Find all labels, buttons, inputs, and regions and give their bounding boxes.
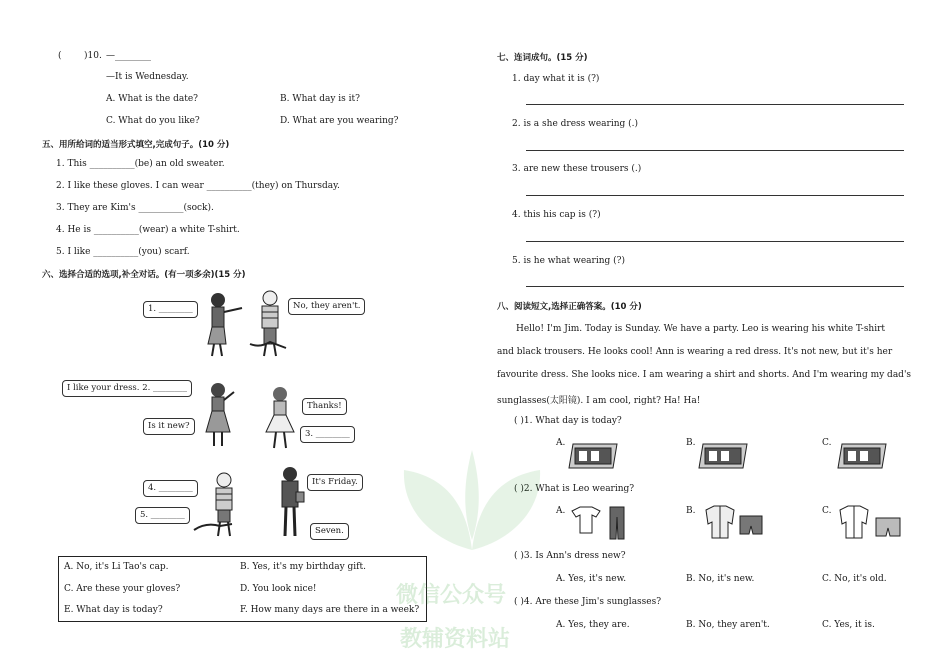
watermark-line-1: 微信公众号 (396, 583, 507, 608)
girl-in-skirt-illustration (262, 386, 298, 454)
q10-number: )10. (84, 51, 102, 61)
q10-option-d: D. What are you wearing? (280, 116, 399, 126)
leaf-logo-watermark (392, 440, 552, 560)
shirt-and-shorts-icon (700, 504, 764, 540)
section6-option-f: F. How many days are there in a week? (240, 605, 420, 615)
answer-line-3 (526, 195, 904, 196)
q10-option-b: B. What day is it? (280, 94, 360, 104)
boy-in-coat-illustration (272, 466, 308, 542)
reading-q2-option-b: B. (686, 506, 696, 516)
reading-q4: ( )4. Are these Jim's sunglasses? (514, 597, 662, 607)
q10-option-a: A. What is the date? (106, 94, 198, 104)
reading-q3-option-a: A. Yes, it's new. (556, 574, 627, 584)
section6-option-e: E. What day is today? (64, 605, 163, 615)
calendar-a-icon (567, 440, 619, 470)
dialog-bubble-5: 5. ________ (135, 507, 190, 524)
reading-q2-option-c: C. (822, 506, 832, 516)
section7-item-2: 2. is a she dress wearing (.) (512, 119, 638, 129)
dialog-bubble-3-left: Is it new? (143, 418, 195, 435)
dialog-bubble-1: 1. ________ (143, 301, 198, 318)
section6-option-a: A. No, it's Li Tao's cap. (64, 562, 169, 572)
section5-item-1: 1. This __________(be) an old sweater. (56, 159, 225, 169)
reading-q1-option-a: A. (556, 438, 566, 448)
calendar-c-icon (836, 440, 888, 470)
girl-in-dress-illustration (200, 382, 240, 452)
passage-line-4: sunglasses(太阳镜). I am cool, right? Ha! Ha! (497, 396, 701, 406)
section7-item-3: 3. are new these trousers (.) (512, 164, 642, 174)
girl-and-boy-illustration (200, 288, 290, 360)
section7-title: 七、连词成句。(15 分) (497, 53, 588, 63)
passage-line-2: and black trousers. He looks cool! Ann is wearing a red dress. It's not new, but it's her (497, 347, 893, 357)
tshirt-and-trousers-icon (566, 505, 628, 541)
reading-q3-option-b: B. No, it's new. (686, 574, 755, 584)
reading-q1: ( )1. What day is today? (514, 416, 622, 426)
dialog-bubble-2: I like your dress. 2. ________ (62, 380, 192, 397)
shirt-and-shorts-c-icon (834, 504, 904, 540)
boy-with-dinosaur-illustration (190, 470, 250, 542)
reading-q4-option-a: A. Yes, they are. (556, 620, 630, 630)
section7-item-5: 5. is he what wearing (?) (512, 256, 625, 266)
q10-answer: —It is Wednesday. (106, 72, 189, 82)
reading-q1-option-c: C. (822, 438, 832, 448)
section6-option-c: C. Are these your gloves? (64, 584, 181, 594)
section5-title: 五、用所给词的适当形式填空,完成句子。(10 分) (42, 140, 230, 150)
section6-title: 六、选择合适的选项,补全对话。(有一项多余)(15 分) (42, 270, 246, 280)
reading-q2: ( )2. What is Leo wearing? (514, 484, 635, 494)
passage-line-3: favourite dress. She looks nice. I am wearing a shirt and shorts. And I'm wearing my dad's (497, 370, 912, 380)
section5-item-5: 5. I like __________(you) scarf. (56, 247, 190, 257)
reading-q3-option-c: C. No, it's old. (822, 574, 887, 584)
section5-item-3: 3. They are Kim's __________(sock). (56, 203, 214, 213)
section7-item-4: 4. this his cap is (?) (512, 210, 601, 220)
dialog-bubble-2-reply: Thanks! (302, 398, 347, 415)
section7-item-1: 1. day what it is (?) (512, 74, 600, 84)
q10-option-c: C. What do you like? (106, 116, 200, 126)
answer-line-1 (526, 104, 904, 105)
section5-item-2: 2. I like these gloves. I can wear __________(they) on Thursday. (56, 181, 340, 191)
dialog-bubble-5-reply: Seven. (310, 523, 349, 540)
watermark-line-2: 教辅资料站 (400, 627, 511, 652)
reading-q4-option-c: C. Yes, it is. (822, 620, 875, 630)
dialog-bubble-3: 3. ________ (300, 426, 355, 443)
dialog-bubble-4-reply: It's Friday. (307, 474, 363, 491)
answer-line-4 (526, 241, 904, 242)
section6-option-b: B. Yes, it's my birthday gift. (240, 562, 366, 572)
section8-title: 八、阅读短文,选择正确答案。(10 分) (497, 302, 642, 312)
dialog-bubble-1-reply: No, they aren't. (288, 298, 365, 315)
answer-line-5 (526, 286, 904, 287)
q10-bracket: ( (58, 51, 62, 61)
section5-item-4: 4. He is __________(wear) a white T-shirt. (56, 225, 240, 235)
answer-line-2 (526, 150, 904, 151)
reading-q3: ( )3. Is Ann's dress new? (514, 551, 626, 561)
reading-q2-option-a: A. (556, 506, 566, 516)
calendar-b-icon (697, 440, 749, 470)
q10-prompt: —________ (106, 51, 151, 61)
section6-option-d: D. You look nice! (240, 584, 317, 594)
dialog-bubble-4: 4. ________ (143, 480, 198, 497)
passage-line-1: Hello! I'm Jim. Today is Sunday. We have a party. Leo is wearing his white T-shirt (516, 324, 886, 334)
reading-q1-option-b: B. (686, 438, 696, 448)
reading-q4-option-b: B. No, they aren't. (686, 620, 770, 630)
